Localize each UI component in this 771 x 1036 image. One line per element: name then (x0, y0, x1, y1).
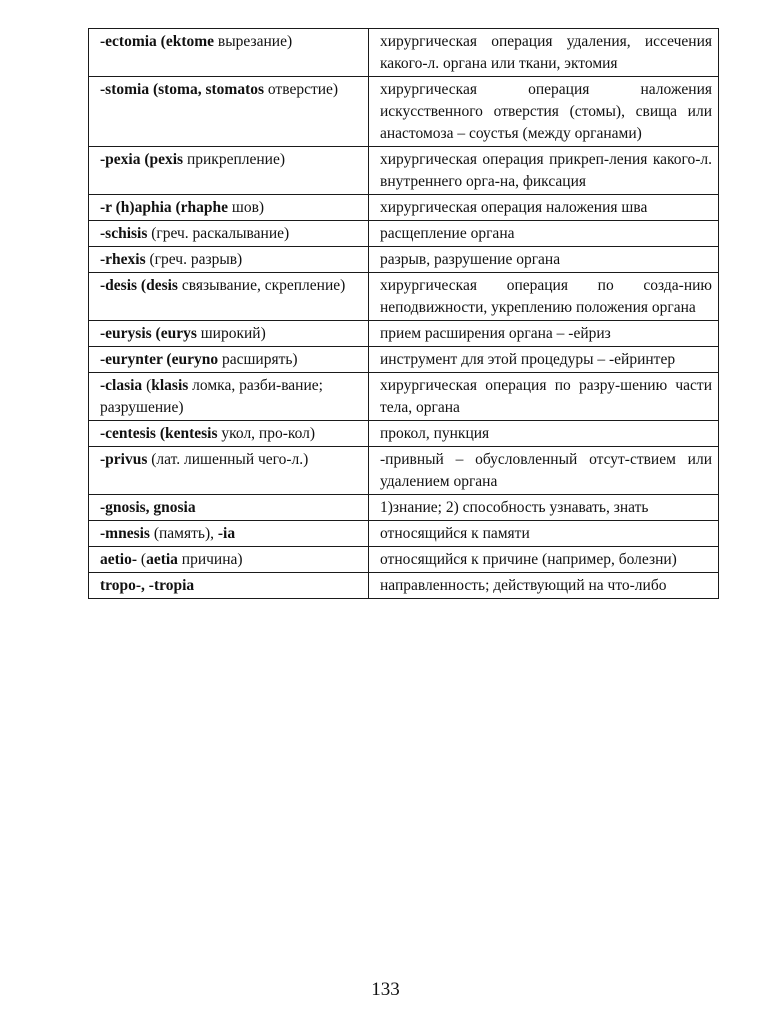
term-latin: -desis (desis (100, 277, 178, 294)
term-cell (89, 195, 369, 221)
term-gloss: ( (137, 551, 147, 568)
terms-table-body (89, 29, 719, 599)
term-gloss: шов) (228, 199, 265, 216)
table-row (89, 29, 719, 77)
term-gloss: (греч. разрыв) (145, 251, 243, 268)
table-row (89, 347, 719, 373)
term-latin: -privus (100, 451, 148, 468)
table-row (89, 573, 719, 599)
term-latin: -eurynter (euryno (100, 351, 219, 368)
table-row (89, 521, 719, 547)
definition-cell: относящийся к причине (например, болезни) (369, 547, 719, 573)
term-gloss: прикрепление) (183, 151, 286, 168)
term-gloss: вырезание) (214, 33, 293, 50)
term-latin: -rhexis (100, 251, 146, 268)
term-latin: -mnesis (100, 525, 150, 542)
term-gloss: ( (142, 377, 152, 394)
term-gloss: укол, про-кол) (217, 425, 316, 442)
table-row (89, 321, 719, 347)
term-cell (89, 573, 369, 599)
term-latin: aetia (146, 551, 178, 568)
term-gloss: расширять) (218, 351, 298, 368)
table-row (89, 247, 719, 273)
definition-cell: расщепление органа (369, 221, 719, 247)
table-row (89, 447, 719, 495)
definition-cell: прием расширения органа – -ейриз (369, 321, 719, 347)
term-cell (89, 547, 369, 573)
terms-table (88, 28, 719, 599)
table-row (89, 147, 719, 195)
definition-cell: хирургическая операция наложения шва (369, 195, 719, 221)
term-gloss: (греч. раскалывание) (147, 225, 290, 242)
term-latin: -gnosis, gnosia (100, 499, 196, 516)
term-latin: -stomia (stoma, stomatos (100, 81, 265, 98)
term-gloss: отверстие) (264, 81, 339, 98)
term-cell (89, 495, 369, 521)
term-gloss: (память), (149, 525, 218, 542)
term-latin: -ia (217, 525, 236, 542)
term-latin: -clasia (100, 377, 143, 394)
term-cell (89, 447, 369, 495)
table-row (89, 547, 719, 573)
term-cell (89, 77, 369, 147)
term-latin: -pexia (pexis (100, 151, 184, 168)
term-latin: -centesis (kentesis (100, 425, 218, 442)
term-latin: -ectomia (ektome (100, 33, 215, 50)
definition-cell: хирургическая операция удаления, иссечения какого-л. органа или ткани, эктомия (369, 29, 719, 77)
definition-cell: инструмент для этой процедуры – -ейринтер (369, 347, 719, 373)
term-gloss: широкий) (196, 325, 266, 342)
term-gloss: связывание, скрепление) (177, 277, 346, 294)
definition-cell: -привный – обусловленный отсут-ствием или удалением органа (369, 447, 719, 495)
term-latin: tropo-, -tropia (100, 577, 195, 594)
definition-cell: хирургическая операция по созда-нию неподвижности, укреплению положения органа (369, 273, 719, 321)
definition-cell: хирургическая операция по разру-шению части тела, органа (369, 373, 719, 421)
table-row (89, 221, 719, 247)
term-cell (89, 421, 369, 447)
term-latin: -schisis (100, 225, 148, 242)
term-gloss: (лат. лишенный чего-л.) (147, 451, 309, 468)
term-latin: aetio- (100, 551, 138, 568)
definition-cell: хирургическая операция прикреп-ления какого-л. внутреннего орга-на, фиксация (369, 147, 719, 195)
definition-cell: 1)знание; 2) способность узнавать, знать (369, 495, 719, 521)
table-row (89, 495, 719, 521)
term-cell (89, 273, 369, 321)
term-cell (89, 347, 369, 373)
term-gloss: причина) (177, 551, 243, 568)
table-row (89, 421, 719, 447)
table-row (89, 77, 719, 147)
term-cell (89, 373, 369, 421)
definition-cell: направленность; действующий на что-либо (369, 573, 719, 599)
term-cell (89, 147, 369, 195)
term-cell (89, 29, 369, 77)
term-latin: -eurysis (eurys (100, 325, 197, 342)
definition-cell: прокол, пункция (369, 421, 719, 447)
definition-cell: относящийся к памяти (369, 521, 719, 547)
page-number: 133 (371, 979, 400, 1000)
definition-cell: разрыв, разрушение органа (369, 247, 719, 273)
term-cell (89, 521, 369, 547)
term-cell (89, 321, 369, 347)
term-latin: klasis (151, 377, 189, 394)
table-row (89, 195, 719, 221)
term-cell (89, 247, 369, 273)
table-row (89, 273, 719, 321)
table-row (89, 373, 719, 421)
definition-cell: хирургическая операция наложения искусственного отверстия (стомы), свища или анастомоза – соустья (между органами) (369, 77, 719, 147)
term-latin: -r (h)aphia (rhaphe (100, 199, 229, 216)
term-gloss: ломка, разби-вание; разрушение) (100, 377, 323, 416)
term-cell (89, 221, 369, 247)
